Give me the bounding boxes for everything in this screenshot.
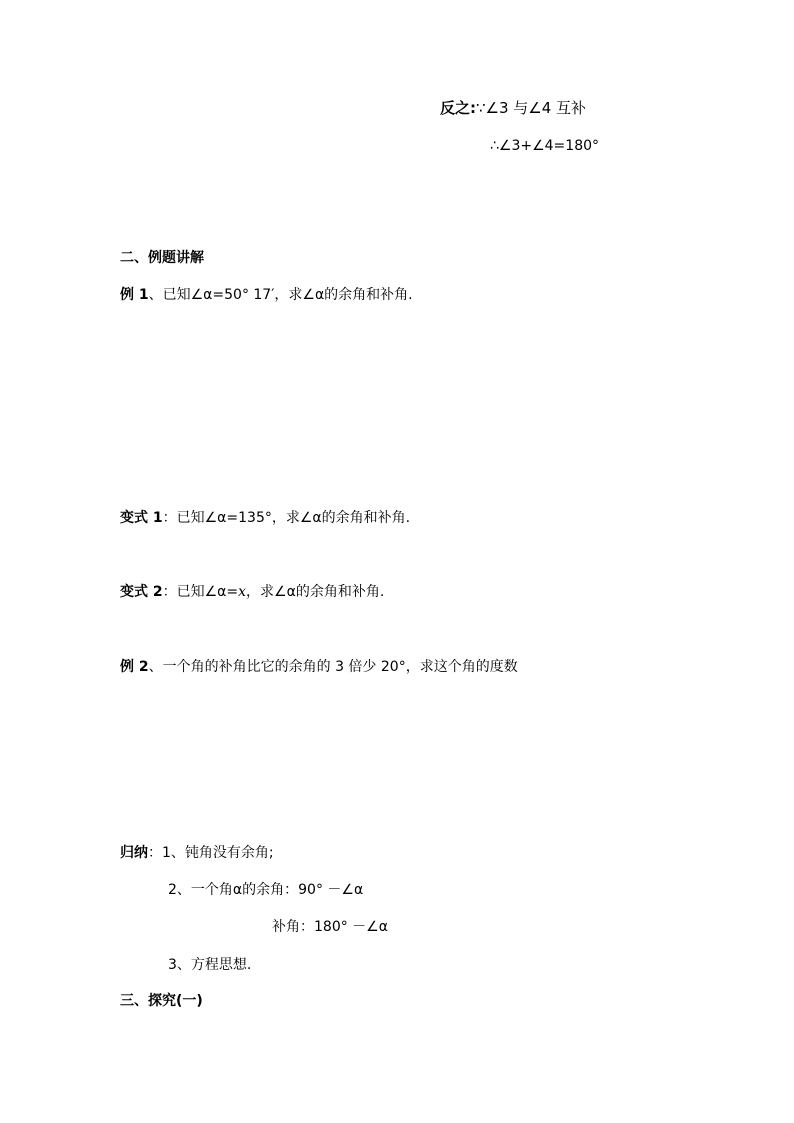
summary-item-2-text: 2、一个角α的余角：90° －∠α (168, 882, 364, 898)
example-1 (120, 285, 413, 305)
therefore-statement: ∴∠3+∠4=180° (490, 138, 600, 154)
section-title: 二、例题讲解 (120, 250, 204, 266)
summary-item-1-text: ：1、钝角没有余角; (148, 845, 274, 861)
example-1-label: 例 1 (120, 287, 149, 303)
example-2-text: 、一个角的补角比它的余角的 3 倍少 20°，求这个角的度数 (148, 659, 518, 675)
summary-item-3 (168, 955, 251, 975)
variant-1-label: 变式 1 (120, 510, 163, 526)
example-1-text: 、已知∠α=50° 17′，求∠α的余角和补角. (148, 287, 413, 303)
summary-item-1 (120, 843, 274, 863)
summary-item-2b (272, 917, 388, 937)
variant-2-text-after: ，求∠α的余角和补角. (246, 584, 385, 600)
conversely-line (440, 98, 586, 118)
summary-item-2 (168, 880, 363, 900)
conversely-label: 反之: (440, 99, 476, 117)
because-statement: ∵∠3 与∠4 互补 (476, 99, 587, 117)
summary-label: 归纳 (120, 845, 148, 861)
section-heading-examples (120, 248, 204, 268)
summary-item-2b-text: 补角：180° －∠α (272, 919, 388, 935)
variant-2-text-before: ：已知∠α= (162, 584, 239, 600)
variant-1-text: ：已知∠α=135°，求∠α的余角和补角. (162, 510, 411, 526)
variant-2-label: 变式 2 (120, 584, 163, 600)
therefore-line (490, 136, 599, 156)
variant-2-variable: x (238, 584, 247, 600)
section-heading-explore (120, 991, 203, 1011)
section-3-title: 三、探究(一) (120, 993, 203, 1009)
variant-2 (120, 582, 384, 602)
summary-item-3-text: 3、方程思想. (168, 957, 252, 973)
variant-1 (120, 508, 410, 528)
example-2 (120, 657, 518, 677)
example-2-label: 例 2 (120, 659, 149, 675)
